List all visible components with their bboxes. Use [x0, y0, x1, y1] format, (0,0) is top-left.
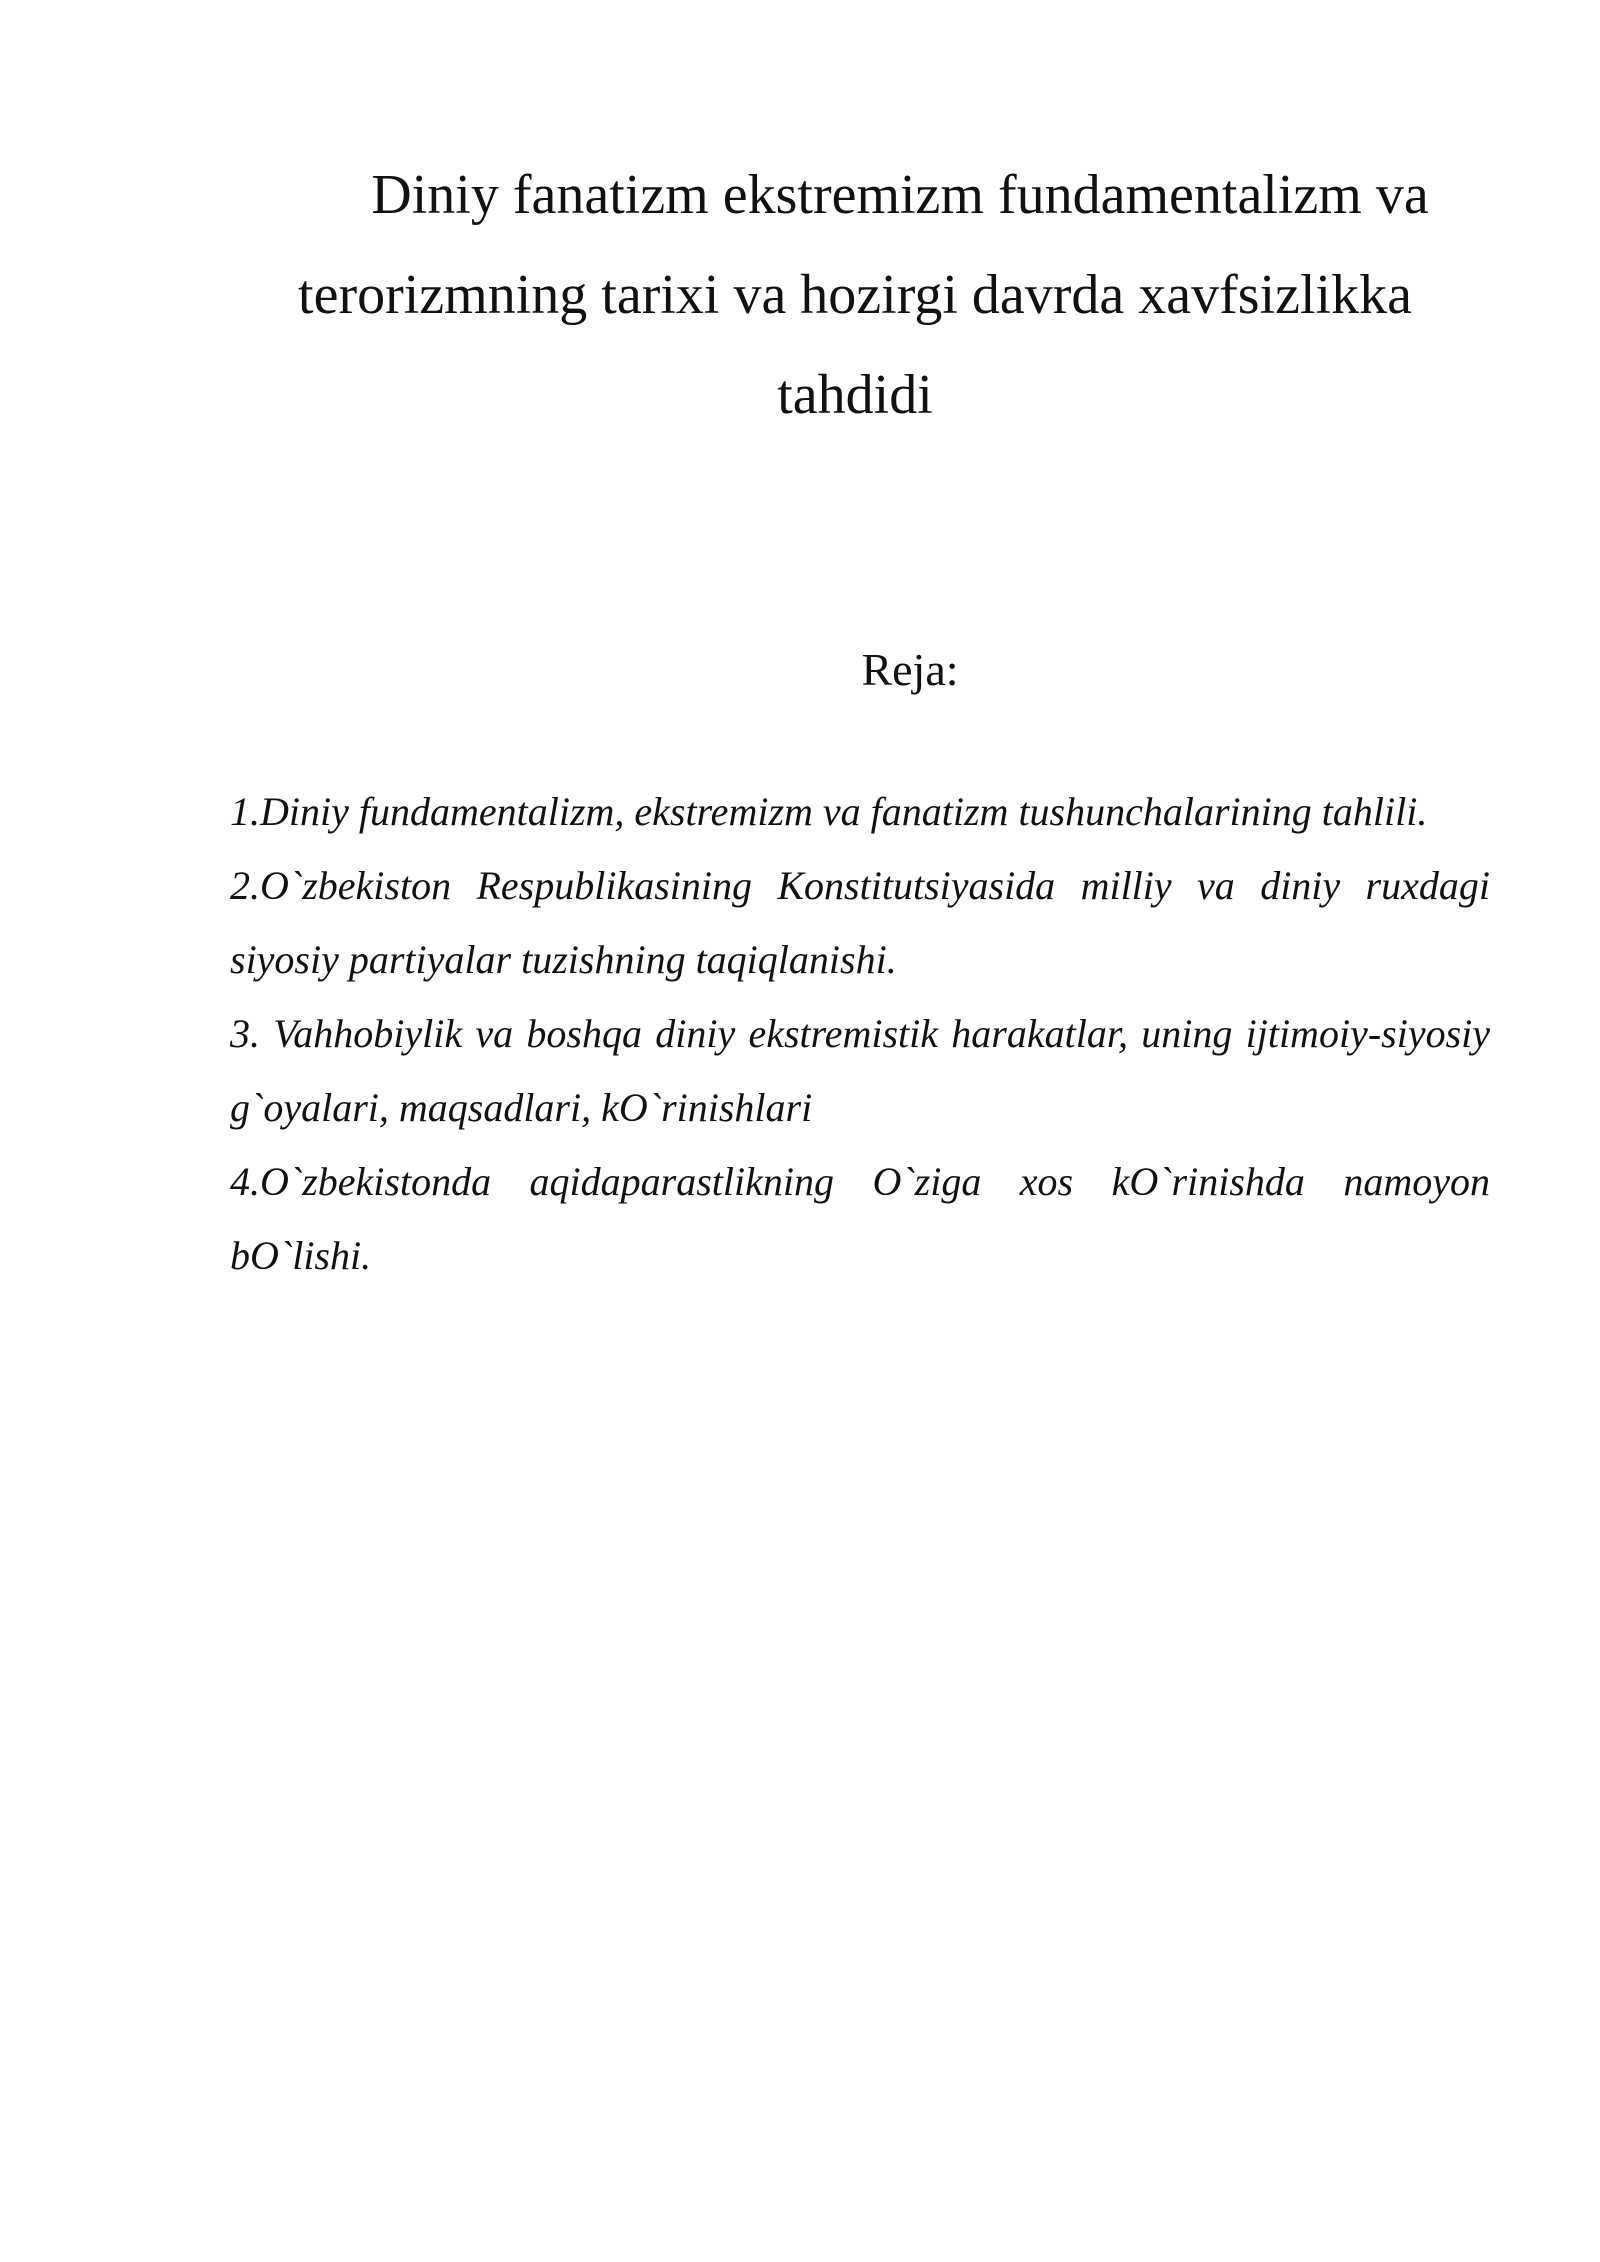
plan-item-1: 1.Diniy fundamentalizm, ekstremizm va fanatizm tushunchalarining tahlili.	[230, 789, 1428, 834]
document-title: Diniy fanatizm ekstremizm fundamentalizm va terorizmning tarixi va hozirgi davrda xavfsizlikka tahdidi	[298, 164, 1429, 426]
plan-item-2: 2.O`zbekiston Respublikasining Konstitutsiyasida milliy va diniy ruxdagi siyosiy partiyalar tuzishning taqiqlanishi.	[230, 863, 1490, 982]
plan-heading: Reja:	[861, 644, 959, 695]
plan-list	[230, 775, 1490, 1293]
plan-item-3: 3. Vahhobiylik va boshqa diniy ekstremistik harakatlar, uning ijtimoiy-siyosiy g`oyalari, maqsadlari, kO`rinishlari	[230, 1011, 1490, 1130]
plan-item-4: 4.O`zbekistonda aqidaparastlikning O`ziga xos kO`rinishda namoyon bO`lishi.	[230, 1159, 1490, 1278]
